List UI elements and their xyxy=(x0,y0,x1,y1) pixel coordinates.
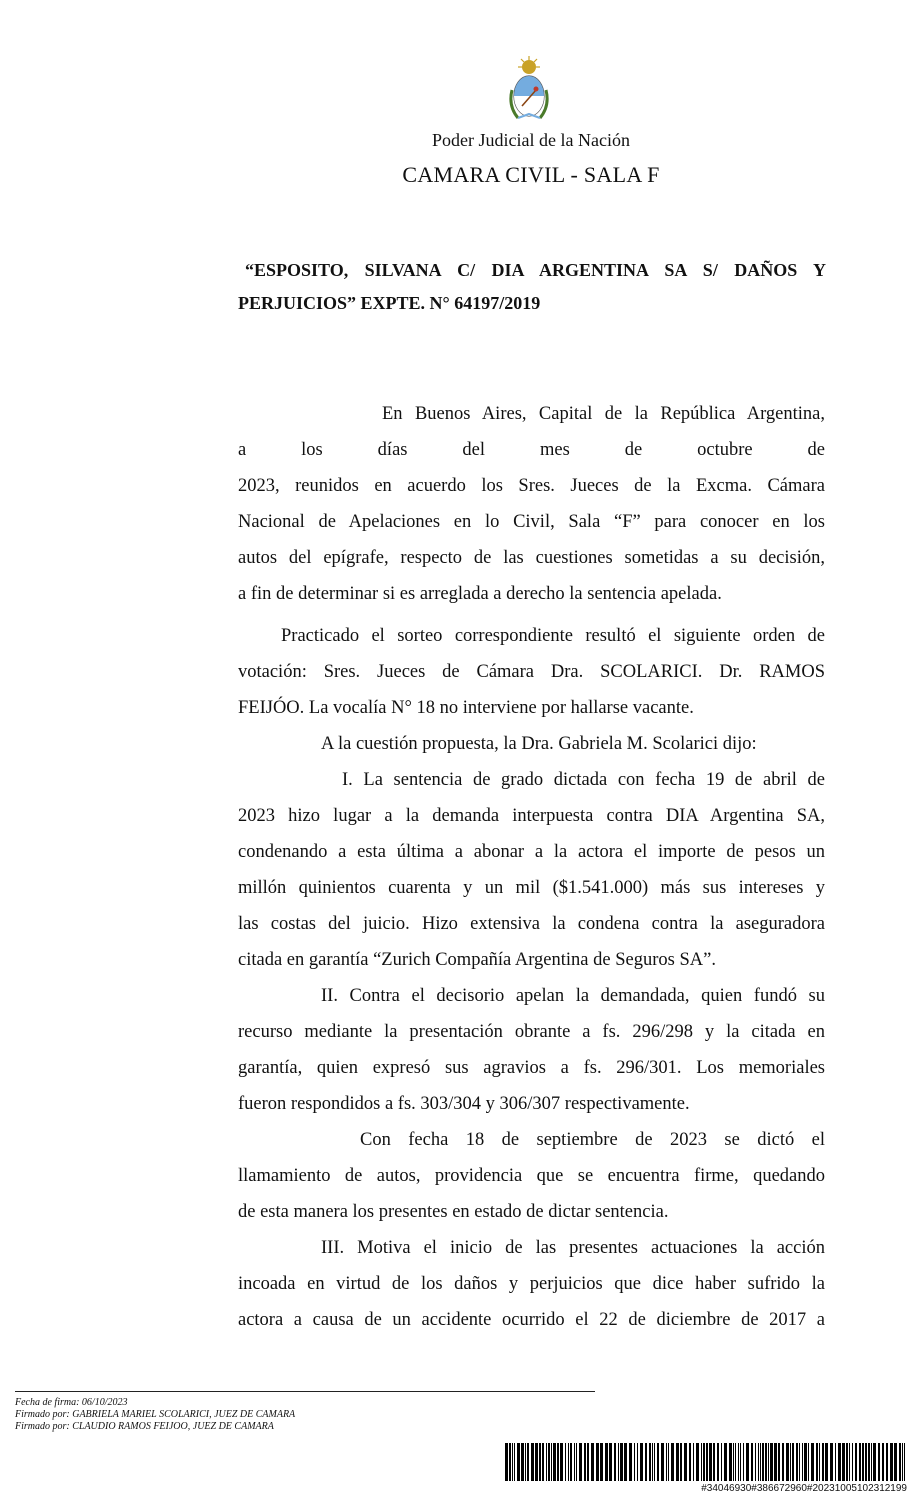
body-line: a los días del mes de octubre de xyxy=(238,440,825,460)
barcode-bar xyxy=(661,1443,664,1481)
barcode-bar xyxy=(591,1443,594,1481)
barcode-bar xyxy=(865,1443,867,1481)
barcode-bar xyxy=(729,1443,732,1481)
barcode-bar xyxy=(871,1443,872,1481)
body-line: A la cuestión propuesta, la Dra. Gabriela M. Scolarici dijo: xyxy=(321,734,757,754)
barcode-bar xyxy=(774,1443,777,1481)
barcode-bar xyxy=(654,1443,655,1481)
body-line: de esta manera los presentes en estado de dictar sentencia. xyxy=(238,1202,669,1222)
barcode-bar xyxy=(859,1443,861,1481)
barcode-bar xyxy=(557,1443,559,1481)
barcode-bar xyxy=(796,1443,798,1481)
barcode-bar xyxy=(579,1443,582,1481)
barcode-bar xyxy=(758,1443,759,1481)
barcode-bar xyxy=(760,1443,761,1481)
barcode-bar xyxy=(560,1443,563,1481)
barcode-bar xyxy=(808,1443,809,1481)
barcode-bar xyxy=(637,1443,638,1481)
barcode-bar xyxy=(849,1443,850,1481)
barcode-bar xyxy=(620,1443,623,1481)
body-line: a fin de determinar si es arreglada a derecho la sentencia apelada. xyxy=(238,584,722,604)
barcode-bar xyxy=(517,1443,520,1481)
body-line: fueron respondidos a fs. 303/304 y 306/307 respectivamente. xyxy=(238,1094,690,1114)
barcode-bar xyxy=(873,1443,876,1481)
barcode-bar xyxy=(539,1443,541,1481)
document-body xyxy=(238,396,825,1338)
barcode-bar xyxy=(811,1443,814,1481)
body-line: Con fecha 18 de septiembre de 2023 se dictó el xyxy=(360,1130,825,1150)
body-line: millón quinientos cuarenta y un mil ($1.541.000) más sus intereses y xyxy=(238,878,825,898)
barcode-bar xyxy=(717,1443,719,1481)
barcode-bar xyxy=(842,1443,845,1481)
barcode-bar xyxy=(746,1443,749,1481)
barcode-bar xyxy=(765,1443,767,1481)
barcode-bar xyxy=(629,1443,632,1481)
body-line: FEIJÓO. La vocalía N° 18 no interviene por hallarse vacante. xyxy=(238,698,694,718)
barcode-bar xyxy=(709,1443,712,1481)
barcode-bar xyxy=(738,1443,739,1481)
case-title-line-1: “ESPOSITO, SILVANA C/ DIA ARGENTINA SA S/ DAÑOS Y xyxy=(245,260,826,280)
body-line: I. La sentencia de grado dictada con fecha 19 de abril de xyxy=(342,770,825,790)
barcode-bar xyxy=(778,1443,780,1481)
barcode-bar xyxy=(822,1443,824,1481)
barcode-bar xyxy=(640,1443,643,1481)
barcode-bar xyxy=(721,1443,722,1481)
barcode-bar xyxy=(701,1443,702,1481)
barcode-bar xyxy=(689,1443,691,1481)
barcode-bar xyxy=(878,1443,880,1481)
barcode-bar xyxy=(584,1443,586,1481)
barcode-bar xyxy=(770,1443,773,1481)
barcode-bar xyxy=(751,1443,753,1481)
barcode-bar xyxy=(527,1443,529,1481)
barcode-bar xyxy=(838,1443,841,1481)
barcode-bar xyxy=(799,1443,800,1481)
institution-name: Poder Judicial de la Nación xyxy=(432,130,630,150)
barcode-bar xyxy=(894,1443,897,1481)
barcode-bar xyxy=(666,1443,667,1481)
barcode-bar xyxy=(762,1443,764,1481)
barcode-bar xyxy=(755,1443,756,1481)
barcode-bar xyxy=(802,1443,803,1481)
barcode-bar xyxy=(570,1443,572,1481)
barcode-bar xyxy=(768,1443,769,1481)
barcode-bar xyxy=(684,1443,687,1481)
body-line: autos del epígrafe, respecto de las cuestiones sometidas a su decisión, xyxy=(238,548,825,568)
barcode-bar xyxy=(505,1443,508,1481)
barcode-bar xyxy=(819,1443,820,1481)
barcode-bar xyxy=(565,1443,566,1481)
barcode-bar xyxy=(652,1443,653,1481)
barcode-bar xyxy=(600,1443,603,1481)
barcode-bar xyxy=(868,1443,870,1481)
body-line: 2023 hizo lugar a la demanda interpuesta contra DIA Argentina SA, xyxy=(238,806,825,826)
barcode-bar xyxy=(576,1443,577,1481)
barcode-bar xyxy=(587,1443,589,1481)
barcode-bar xyxy=(804,1443,807,1481)
barcode-bar xyxy=(609,1443,612,1481)
barcode-bar xyxy=(546,1443,547,1481)
barcode-bar xyxy=(703,1443,705,1481)
barcode-bar xyxy=(706,1443,708,1481)
barcode-bar xyxy=(525,1443,526,1481)
body-line: Practicado el sorteo correspondiente resultó el siguiente orden de xyxy=(281,626,825,646)
barcode-bar xyxy=(693,1443,694,1481)
body-line: III. Motiva el inicio de las presentes actuaciones la acción xyxy=(321,1238,825,1258)
signature-date: Fecha de firma: 06/10/2023 xyxy=(15,1397,128,1408)
barcode-bar xyxy=(790,1443,791,1481)
barcode-bar xyxy=(852,1443,853,1481)
barcode-bar xyxy=(792,1443,794,1481)
barcode-bar xyxy=(740,1443,741,1481)
barcode-bar xyxy=(553,1443,556,1481)
barcode-bar xyxy=(899,1443,901,1481)
barcode-bar xyxy=(531,1443,534,1481)
body-line: recurso mediante la presentación obrante a fs. 296/298 y la citada en xyxy=(238,1022,825,1042)
barcode-bar xyxy=(786,1443,789,1481)
barcode-bar xyxy=(671,1443,674,1481)
barcode-bar xyxy=(535,1443,538,1481)
barcode-bar xyxy=(816,1443,818,1481)
body-line: actora a causa de un accidente ocurrido el 22 de diciembre de 2017 a xyxy=(238,1310,825,1330)
barcode-bar xyxy=(649,1443,651,1481)
barcode-bar xyxy=(676,1443,679,1481)
barcode-bar xyxy=(835,1443,836,1481)
barcode-bar xyxy=(890,1443,893,1481)
footer-divider xyxy=(15,1391,595,1392)
barcode-bar xyxy=(521,1443,524,1481)
barcode-bar xyxy=(624,1443,627,1481)
barcode-bar xyxy=(680,1443,682,1481)
barcode-bar xyxy=(713,1443,715,1481)
barcode-bar xyxy=(657,1443,659,1481)
barcode-bar xyxy=(542,1443,544,1481)
barcode-bar xyxy=(548,1443,550,1481)
body-line: II. Contra el decisorio apelan la demandada, quien fundó su xyxy=(321,986,825,1006)
case-title xyxy=(238,254,826,320)
national-coat-of-arms-icon xyxy=(508,56,550,122)
barcode-bar xyxy=(645,1443,647,1481)
case-title-line-2: PERJUICIOS” EXPTE. N° 64197/2019 xyxy=(238,293,541,313)
barcode-bar xyxy=(514,1443,515,1481)
body-line: citada en garantía “Zurich Compañía Argentina de Seguros SA”. xyxy=(238,950,716,970)
barcode-bar xyxy=(596,1443,599,1481)
signer-2: Firmado por: CLAUDIO RAMOS FEIJOO, JUEZ DE CAMARA xyxy=(15,1421,274,1432)
barcode-bar xyxy=(574,1443,575,1481)
barcode-bar xyxy=(733,1443,734,1481)
barcode-bar xyxy=(605,1443,608,1481)
body-line: 2023, reunidos en acuerdo los Sres. Jueces de la Excma. Cámara xyxy=(238,476,825,496)
barcode-bar xyxy=(886,1443,888,1481)
chamber-name: CAMARA CIVIL - SALA F xyxy=(402,162,660,187)
signature-footer xyxy=(15,1397,295,1433)
barcode-bar xyxy=(618,1443,619,1481)
barcode-bar xyxy=(830,1443,833,1481)
body-line: las costas del juicio. Hizo extensiva la condena contra la aseguradora xyxy=(238,914,825,934)
barcode-bar xyxy=(696,1443,699,1481)
signer-1: Firmado por: GABRIELA MARIEL SCOLARICI, JUEZ DE CAMARA xyxy=(15,1409,296,1420)
barcode-bar xyxy=(825,1443,828,1481)
body-line: votación: Sres. Jueces de Cámara Dra. SCOLARICI. Dr. RAMOS xyxy=(238,662,825,682)
barcode-bar xyxy=(668,1443,669,1481)
barcode-bar xyxy=(846,1443,848,1481)
barcode-number: #34046930#386672960#20231005102312199 xyxy=(701,1483,907,1494)
barcode-bar xyxy=(902,1443,903,1481)
barcode-bar xyxy=(782,1443,784,1481)
barcode-bar xyxy=(882,1443,884,1481)
barcode-bar xyxy=(743,1443,744,1481)
barcode-bar xyxy=(724,1443,727,1481)
barcode-bar xyxy=(551,1443,552,1481)
barcode-bar xyxy=(614,1443,616,1481)
barcode-bar xyxy=(568,1443,569,1481)
barcode-bar xyxy=(855,1443,857,1481)
barcode-bar xyxy=(862,1443,864,1481)
body-line: Nacional de Apelaciones en lo Civil, Sala “F” para conocer en los xyxy=(238,512,825,532)
body-line: incoada en virtud de los daños y perjuicios que dice haber sufrido la xyxy=(238,1274,825,1294)
barcode-bar xyxy=(509,1443,511,1481)
barcode-bar xyxy=(904,1443,905,1481)
barcode-bar xyxy=(634,1443,635,1481)
body-line: condenando a esta última a abonar a la actora el importe de pesos un xyxy=(238,842,825,862)
body-line: garantía, quien expresó sus agravios a fs. 296/301. Los memoriales xyxy=(238,1058,825,1078)
body-line: En Buenos Aires, Capital de la República Argentina, xyxy=(382,404,825,424)
barcode-bar xyxy=(735,1443,736,1481)
document-barcode xyxy=(505,1443,908,1481)
barcode-bar xyxy=(512,1443,513,1481)
body-line: llamamiento de autos, providencia que se encuentra firme, quedando xyxy=(238,1166,825,1186)
